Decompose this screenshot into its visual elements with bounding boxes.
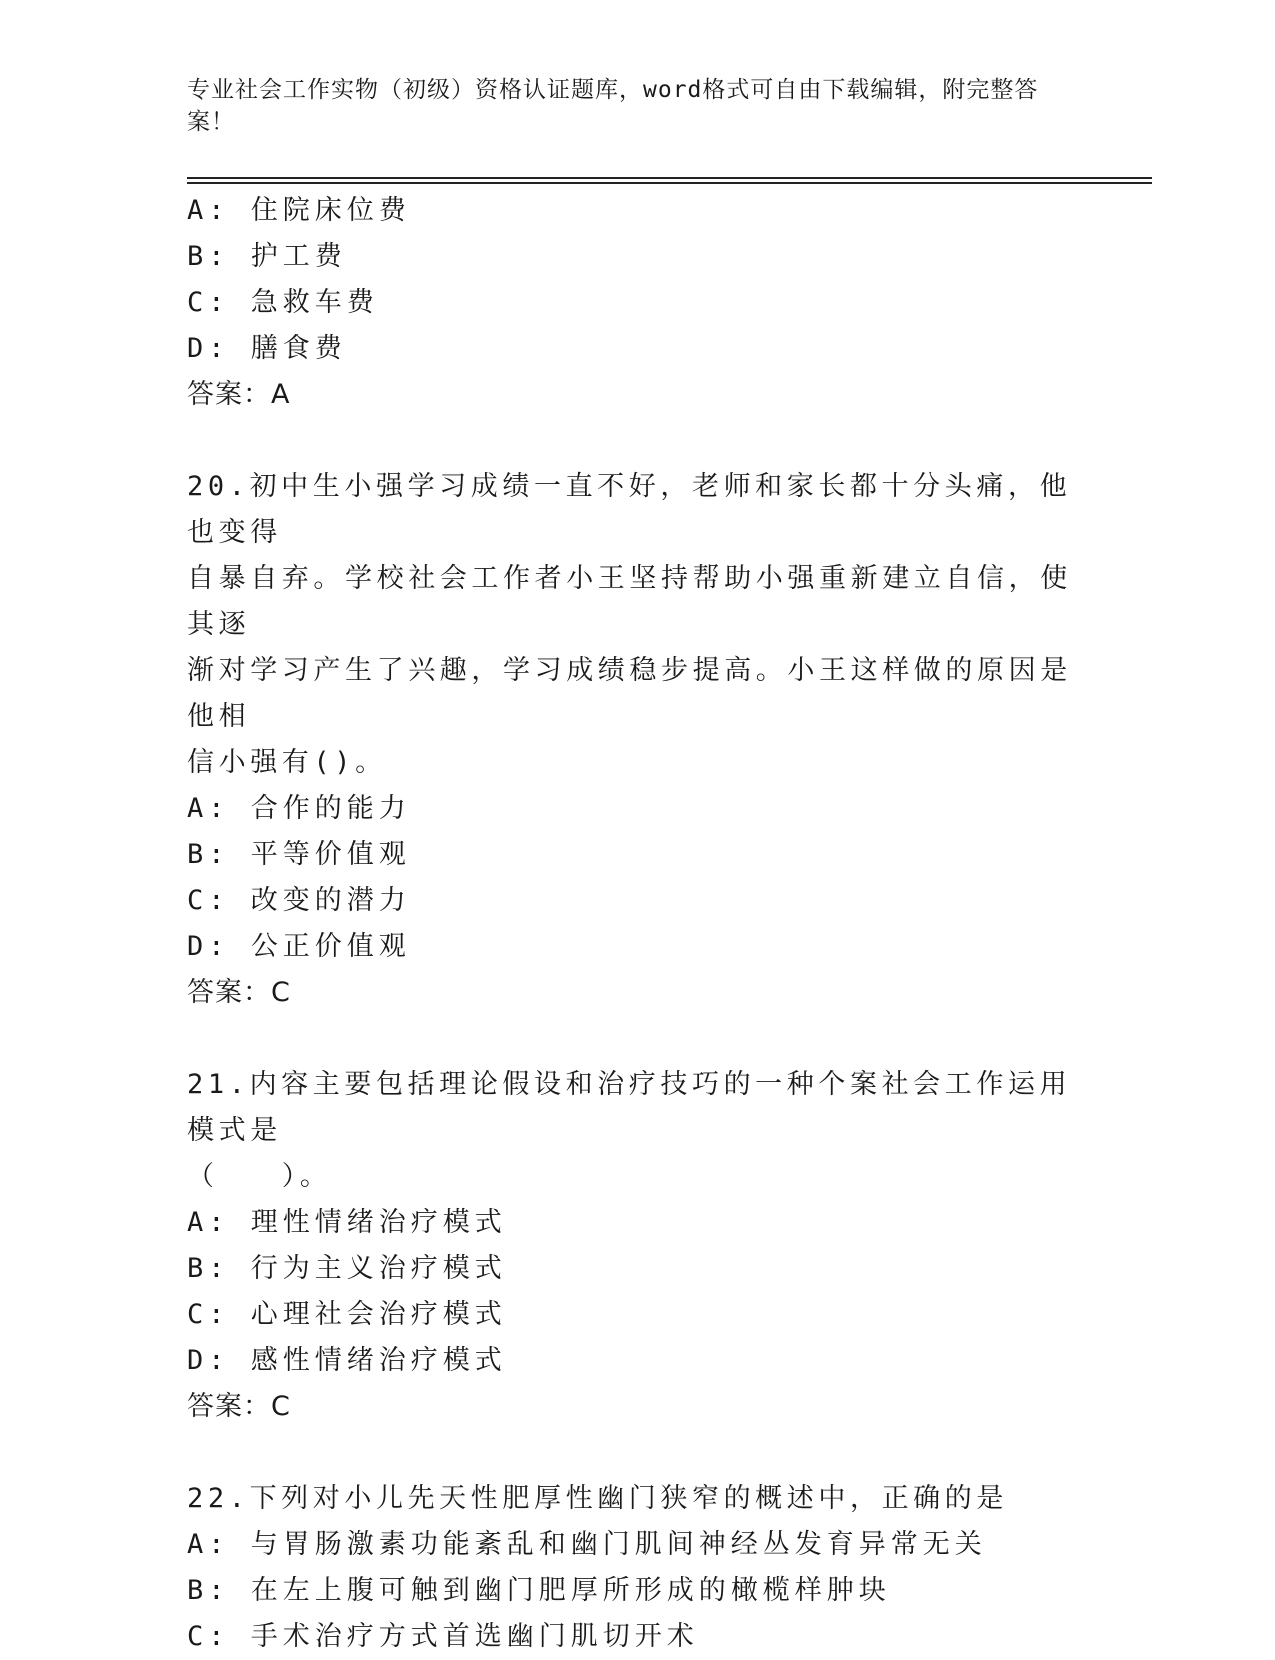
- question-22: [187, 1476, 1087, 1660]
- option-d: D: 感性情绪治疗模式: [187, 1345, 507, 1376]
- option-d: D: 公正价值观: [187, 931, 411, 962]
- header-divider-bottom: [187, 182, 1152, 184]
- question-text-line: 22.下列对小儿先天性肥厚性幽门狭窄的概述中，正确的是: [187, 1483, 1008, 1514]
- document-header: 专业社会工作实物（初级）资格认证题库，word格式可自由下载编辑，附完整答案！: [187, 77, 1039, 135]
- option-b: B: 行为主义治疗模式: [187, 1253, 507, 1284]
- option-b: B: 平等价值观: [187, 839, 411, 870]
- question-21: [187, 1062, 1087, 1430]
- answer: 答案：C: [187, 1391, 291, 1422]
- question-text-line: 21.内容主要包括理论假设和治疗技巧的一种个案社会工作运用模式是: [187, 1069, 1072, 1146]
- option-a: A: 住院床位费: [187, 195, 411, 226]
- option-a: A: 合作的能力: [187, 793, 411, 824]
- answer: 答案：A: [187, 379, 291, 410]
- question-19: [187, 188, 1087, 418]
- option-c: C: 手术治疗方式首选幽门肌切开术: [187, 1621, 699, 1652]
- option-c: C: 急救车费: [187, 287, 379, 318]
- question-20: [187, 464, 1087, 1016]
- option-d: D: 膳食费: [187, 333, 347, 364]
- question-text-line: 渐对学习产生了兴趣，学习成绩稳步提高。小王这样做的原因是他相: [187, 655, 1072, 732]
- spacer: [187, 1430, 1087, 1476]
- question-list: [187, 188, 1087, 1660]
- question-text-line: 自暴自弃。学校社会工作者小王坚持帮助小强重新建立自信，使其逐: [187, 563, 1072, 640]
- option-b: B: 护工费: [187, 241, 347, 272]
- option-c: C: 改变的潜力: [187, 885, 411, 916]
- option-a: A: 与胃肠激素功能紊乱和幽门肌间神经丛发育异常无关: [187, 1529, 987, 1560]
- spacer: [187, 418, 1087, 464]
- header-divider-top: [187, 177, 1152, 179]
- question-text-line: （ ）。: [187, 1161, 332, 1192]
- question-text-line: 信小强有()。: [187, 747, 387, 778]
- option-c: C: 心理社会治疗模式: [187, 1299, 507, 1330]
- option-a: A: 理性情绪治疗模式: [187, 1207, 507, 1238]
- spacer: [187, 1016, 1087, 1062]
- answer: 答案：C: [187, 977, 291, 1008]
- question-text-line: 20.初中生小强学习成绩一直不好，老师和家长都十分头痛，他也变得: [187, 471, 1072, 548]
- option-b: B: 在左上腹可触到幽门肥厚所形成的橄榄样肿块: [187, 1575, 891, 1606]
